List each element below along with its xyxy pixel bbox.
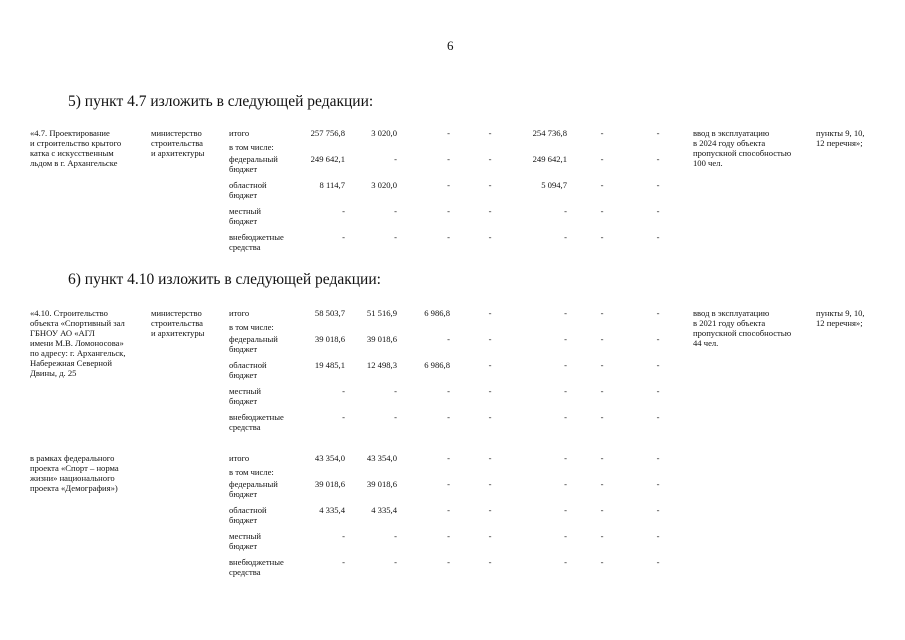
row-label: итого: [229, 128, 250, 138]
row-label: местный бюджет: [229, 206, 262, 226]
row-label: федеральный бюджет: [229, 334, 278, 354]
amount-cell: -: [600, 531, 604, 541]
amount-cell: 5 094,7: [541, 180, 567, 190]
row-label: федеральный бюджет: [229, 154, 278, 174]
amount-cell: -: [394, 206, 397, 216]
amount-cell: -: [447, 557, 450, 567]
amount-cell: -: [488, 557, 492, 567]
amount-cell: 4 335,4: [371, 505, 397, 515]
amount-cell: -: [394, 531, 397, 541]
amount-cell: 257 756,8: [310, 128, 345, 138]
amount-cell: -: [656, 531, 660, 541]
amount-cell: -: [342, 386, 345, 396]
amount-cell: 43 354,0: [314, 453, 345, 463]
row-label: областной бюджет: [229, 360, 267, 380]
amount-cell: -: [656, 557, 660, 567]
amount-cell: 39 018,6: [366, 334, 397, 344]
row-label: местный бюджет: [229, 386, 262, 406]
amount-cell: -: [342, 531, 345, 541]
row-label: областной бюджет: [229, 180, 267, 200]
row-label: внебюджетные средства: [229, 557, 284, 577]
amount-cell: -: [600, 232, 604, 242]
amount-cell: -: [656, 128, 660, 138]
amount-cell: -: [656, 232, 660, 242]
amount-cell: -: [656, 360, 660, 370]
section-5-executor: министерство строительства и архитектуры: [151, 128, 205, 158]
amount-cell: 19 485,1: [314, 360, 345, 370]
amount-cell: -: [600, 154, 604, 164]
amount-cell: -: [447, 128, 450, 138]
row-label: внебюджетные средства: [229, 232, 284, 252]
amount-cell: 39 018,6: [314, 479, 345, 489]
amount-cell: -: [564, 334, 567, 344]
amount-cell: -: [447, 180, 450, 190]
amount-cell: 39 018,6: [314, 334, 345, 344]
amount-cell: -: [564, 360, 567, 370]
amount-cell: -: [564, 453, 567, 463]
amount-cell: -: [447, 479, 450, 489]
section-6-result: ввод в эксплуатацию в 2021 году объекта пропускной способностью 44 чел.: [693, 308, 792, 348]
amount-cell: -: [600, 360, 604, 370]
amount-cell: -: [600, 128, 604, 138]
amount-cell: -: [564, 479, 567, 489]
amount-cell: 8 114,7: [319, 180, 345, 190]
amount-cell: -: [488, 232, 492, 242]
amount-cell: 58 503,7: [314, 308, 345, 318]
amount-cell: -: [447, 154, 450, 164]
amount-cell: -: [488, 531, 492, 541]
amount-cell: -: [656, 505, 660, 515]
row-label: итого: [229, 453, 250, 463]
row-label: в том числе:: [229, 322, 274, 332]
amount-cell: -: [488, 479, 492, 489]
amount-cell: -: [600, 479, 604, 489]
section-6-reference: пункты 9, 10, 12 перечня»;: [816, 308, 865, 328]
amount-cell: -: [488, 505, 492, 515]
amount-cell: -: [488, 206, 492, 216]
amount-cell: 249 642,1: [532, 154, 567, 164]
section-5-reference: пункты 9, 10, 12 перечня»;: [816, 128, 865, 148]
amount-cell: -: [600, 412, 604, 422]
amount-cell: -: [564, 412, 567, 422]
amount-cell: -: [564, 206, 567, 216]
amount-cell: -: [394, 386, 397, 396]
amount-cell: -: [342, 557, 345, 567]
amount-cell: -: [600, 453, 604, 463]
amount-cell: -: [656, 180, 660, 190]
amount-cell: -: [564, 531, 567, 541]
amount-cell: -: [600, 334, 604, 344]
amount-cell: -: [394, 154, 397, 164]
section-6-item: «4.10. Строительство объекта «Спортивный зал ГБНОУ АО «АГЛ имени М.В. Ломоносова» по адресу: г. Архангельск, Набережная Северной Двины, д. 25: [30, 308, 126, 378]
section-5-result: ввод в эксплуатацию в 2024 году объекта пропускной способностью 100 чел.: [693, 128, 792, 168]
amount-cell: -: [488, 386, 492, 396]
amount-cell: -: [488, 412, 492, 422]
amount-cell: -: [342, 206, 345, 216]
amount-cell: 51 516,9: [366, 308, 397, 318]
amount-cell: 4 335,4: [319, 505, 345, 515]
section-5-heading: 5) пункт 4.7 изложить в следующей редакции:: [68, 93, 374, 110]
amount-cell: -: [488, 334, 492, 344]
section-6b-item: в рамках федерального проекта «Спорт – норма жизни» национального проекта «Демография»): [30, 453, 119, 493]
page-number: 6: [447, 38, 454, 53]
amount-cell: -: [600, 505, 604, 515]
amount-cell: -: [447, 531, 450, 541]
amount-cell: 6 986,8: [424, 360, 450, 370]
row-label: федеральный бюджет: [229, 479, 278, 499]
amount-cell: 249 642,1: [310, 154, 345, 164]
amount-cell: -: [600, 180, 604, 190]
amount-cell: -: [656, 206, 660, 216]
section-5-item: «4.7. Проектирование и строительство крытого катка с искусственным льдом в г. Архангельске: [30, 128, 122, 168]
amount-cell: -: [447, 232, 450, 242]
amount-cell: -: [488, 154, 492, 164]
amount-cell: -: [656, 453, 660, 463]
amount-cell: -: [600, 308, 604, 318]
amount-cell: -: [488, 308, 492, 318]
amount-cell: -: [488, 128, 492, 138]
row-label: в том числе:: [229, 142, 274, 152]
amount-cell: -: [564, 386, 567, 396]
amount-cell: 12 498,3: [366, 360, 397, 370]
amount-cell: 3 020,0: [371, 180, 397, 190]
amount-cell: -: [600, 557, 604, 567]
amount-cell: -: [447, 412, 450, 422]
amount-cell: -: [488, 180, 492, 190]
amount-cell: -: [394, 232, 397, 242]
section-6-heading: 6) пункт 4.10 изложить в следующей редакции:: [68, 271, 381, 288]
amount-cell: -: [656, 412, 660, 422]
amount-cell: -: [600, 206, 604, 216]
amount-cell: -: [394, 557, 397, 567]
row-label: в том числе:: [229, 467, 274, 477]
amount-cell: -: [447, 505, 450, 515]
amount-cell: -: [564, 557, 567, 567]
amount-cell: -: [488, 453, 492, 463]
amount-cell: -: [447, 334, 450, 344]
amount-cell: -: [488, 360, 492, 370]
row-label: областной бюджет: [229, 505, 267, 525]
row-label: местный бюджет: [229, 531, 262, 551]
amount-cell: -: [656, 334, 660, 344]
amount-cell: 39 018,6: [366, 479, 397, 489]
row-label: внебюджетные средства: [229, 412, 284, 432]
amount-cell: -: [564, 308, 567, 318]
amount-cell: -: [564, 505, 567, 515]
amount-cell: -: [447, 453, 450, 463]
amount-cell: -: [447, 386, 450, 396]
amount-cell: 43 354,0: [366, 453, 397, 463]
row-label: итого: [229, 308, 250, 318]
amount-cell: -: [600, 386, 604, 396]
amount-cell: 6 986,8: [424, 308, 450, 318]
amount-cell: -: [564, 232, 567, 242]
amount-cell: 3 020,0: [371, 128, 397, 138]
amount-cell: -: [342, 412, 345, 422]
amount-cell: -: [656, 386, 660, 396]
amount-cell: -: [447, 206, 450, 216]
amount-cell: 254 736,8: [532, 128, 567, 138]
amount-cell: -: [394, 412, 397, 422]
amount-cell: -: [656, 308, 660, 318]
amount-cell: -: [656, 479, 660, 489]
section-6-executor: министерство строительства и архитектуры: [151, 308, 205, 338]
amount-cell: -: [342, 232, 345, 242]
amount-cell: -: [656, 154, 660, 164]
